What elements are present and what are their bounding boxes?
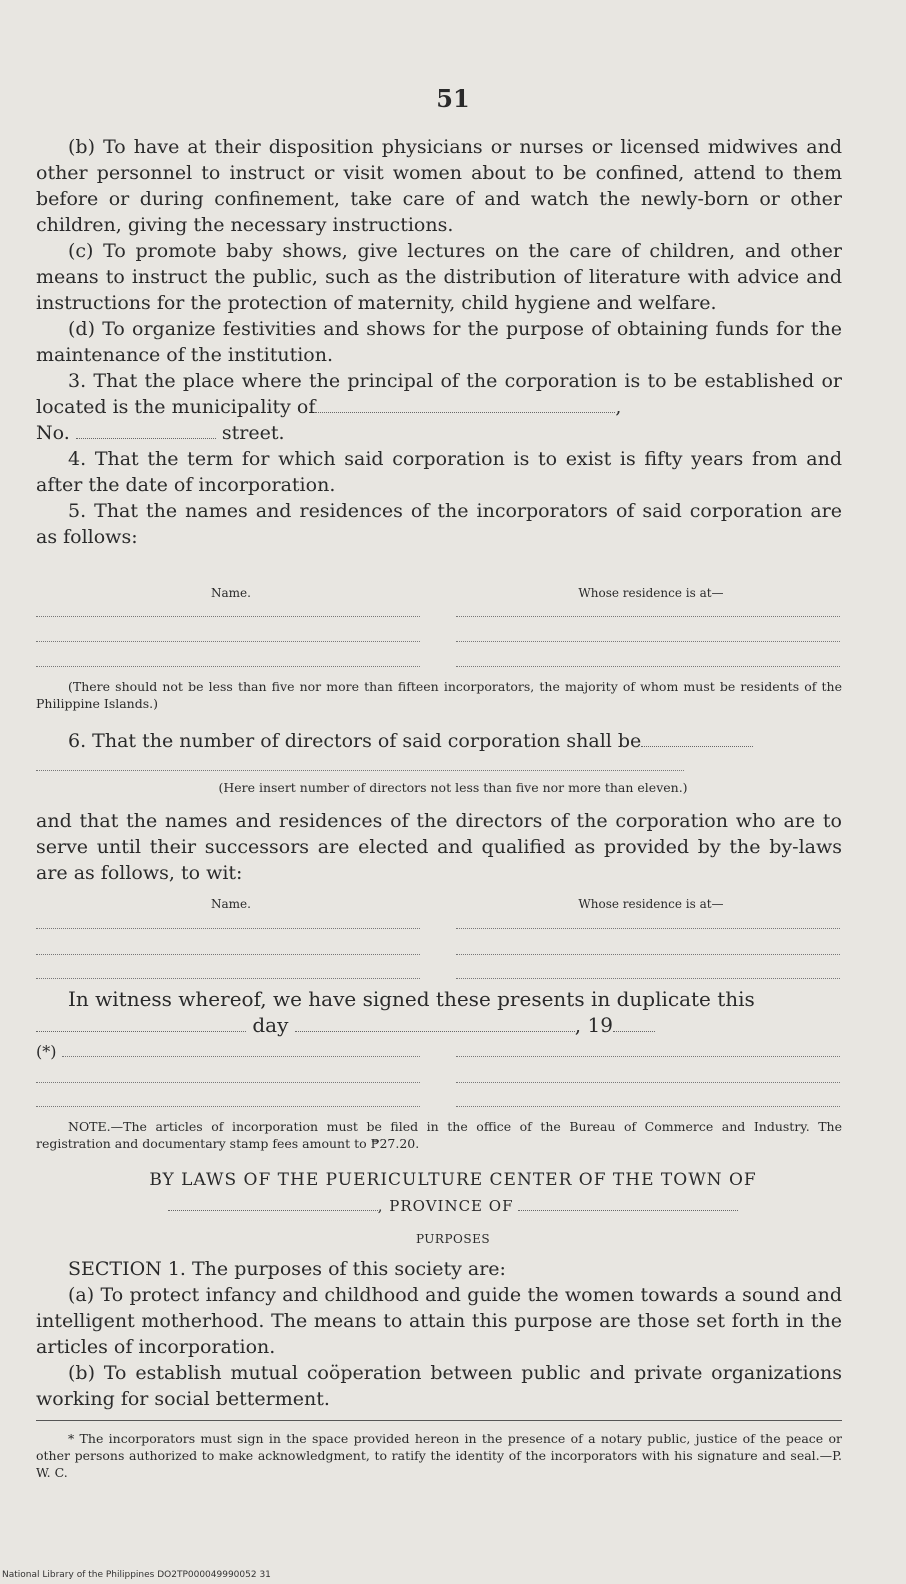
bylaws-text bbox=[36, 1256, 842, 1412]
footnote-rule bbox=[36, 1420, 842, 1421]
month-blank bbox=[295, 1017, 575, 1032]
directors-name-header: Name. bbox=[211, 897, 251, 911]
incorporators-note: (There should not be less than five nor more than fifteen incorporators, the majority of whom must be residents of the Philippine Islands.) bbox=[36, 679, 842, 711]
incorporators-residence-header: Whose residence is at— bbox=[578, 586, 724, 600]
incorporator-residence-line bbox=[456, 641, 840, 642]
main-text bbox=[36, 134, 842, 550]
incorporator-name-line bbox=[36, 616, 420, 617]
signature-line bbox=[36, 1106, 420, 1107]
director-name-line bbox=[36, 978, 420, 979]
director-name-line bbox=[36, 928, 420, 929]
signature-line bbox=[36, 1082, 420, 1083]
paragraph-5: 5. That the names and residences of the incorporators of said corporation are as follows: bbox=[36, 500, 842, 548]
directors-residence-header: Whose residence is at— bbox=[578, 897, 724, 911]
director-residence-line bbox=[456, 928, 840, 929]
town-blank bbox=[168, 1196, 378, 1211]
number-blank bbox=[76, 424, 216, 439]
directors-count-line bbox=[36, 770, 684, 771]
witness-block bbox=[36, 986, 842, 1038]
paragraph-3-street bbox=[36, 420, 842, 446]
section-1: SECTION 1. The purposes of this society are: bbox=[68, 1258, 506, 1280]
incorporator-name-line bbox=[36, 666, 420, 667]
paragraph-4: 4. That the term for which said corporation is to exist is fifty years from and after the date of incorporation. bbox=[36, 448, 842, 496]
paragraph-d: (d) To organize festivities and shows for the purpose of obtaining funds for the maintenance of the institution. bbox=[36, 318, 842, 366]
witness-text: In witness whereof, we have signed these presents in duplicate this bbox=[68, 987, 755, 1011]
municipality-blank bbox=[315, 398, 615, 413]
director-residence-line bbox=[456, 954, 840, 955]
incorporator-name-line bbox=[36, 641, 420, 642]
filing-note: NOTE.—The articles of incorporation must be filed in the office of the Bureau of Commerce and Industry. The registration and documentary stamp fees amount to ₱27.20. bbox=[36, 1119, 842, 1151]
paragraph-6-text: 6. That the number of directors of said corporation shall be bbox=[68, 730, 642, 752]
year-label: , 19 bbox=[574, 1013, 613, 1037]
no-label: No. bbox=[36, 422, 70, 444]
year-blank bbox=[613, 1017, 655, 1032]
paragraph-c: (c) To promote baby shows, give lectures on the care of children, and other means to instruct the public, such as the distribution of literature with advice and instructions for the protection of maternity, child hygiene and welfare. bbox=[36, 240, 842, 314]
directors-count-blank bbox=[641, 732, 753, 747]
signature-line bbox=[62, 1056, 420, 1057]
purposes-heading: PURPOSES bbox=[415, 1232, 491, 1246]
page-number: 51 bbox=[436, 84, 470, 113]
paragraph-b: (b) To have at their disposition physicians or nurses or licensed midwives and other personnel to instruct or visit women about to be confined, attend to them before or during confinement, take care of and watch the newly-born or other children, giving the necessary instructions. bbox=[36, 136, 842, 236]
province-blank bbox=[518, 1196, 738, 1211]
signature-line bbox=[456, 1056, 840, 1057]
paragraph-3-text: 3. That the place where the principal of the corporation is to be established or located is the municipality of bbox=[36, 370, 842, 418]
archive-caption: National Library of the Philippines DO2TP000049990052 31 bbox=[2, 1570, 271, 1580]
footnote: * The incorporators must sign in the space provided hereon in the presence of a notary public, justice of the peace or other persons authorized to make acknowledgment, to ratify the identity of the incorporators with his signature and seal.—P. W. C. bbox=[36, 1431, 842, 1480]
directors-note: (Here insert number of directors not less than five nor more than eleven.) bbox=[218, 780, 688, 795]
province-label: , PROVINCE OF bbox=[377, 1197, 514, 1215]
paragraph-3: 3. That the place where the principal of the corporation is to be established or located is the municipality of , bbox=[36, 370, 842, 418]
bylaws-town-line bbox=[0, 1196, 906, 1215]
director-name-line bbox=[36, 954, 420, 955]
directors-intro-text: and that the names and residences of the directors of the corporation who are to serve until their successors are elected and qualified as provided by the by-laws are as follows, to wit: bbox=[36, 810, 842, 884]
incorporator-residence-line bbox=[456, 616, 840, 617]
day-blank bbox=[36, 1017, 246, 1032]
bylaws-title: BY LAWS OF THE PUERICULTURE CENTER OF THE TOWN OF bbox=[149, 1170, 757, 1190]
day-label: day bbox=[252, 1013, 289, 1037]
street-label: street. bbox=[221, 422, 285, 444]
director-residence-line bbox=[456, 978, 840, 979]
bylaws-b: (b) To establish mutual coöperation between public and private organizations working for social betterment. bbox=[36, 1362, 842, 1410]
paragraph-6 bbox=[36, 728, 842, 754]
directors-intro bbox=[36, 808, 842, 886]
signature-line bbox=[456, 1106, 840, 1107]
bylaws-a: (a) To protect infancy and childhood and guide the women towards a sound and intelligent motherhood. The means to attain this purpose are those set forth in the articles of incorporation. bbox=[36, 1284, 842, 1358]
signature-mark: (*) bbox=[36, 1042, 57, 1061]
incorporator-residence-line bbox=[456, 666, 840, 667]
witness-date-line bbox=[36, 1012, 842, 1038]
incorporators-name-header: Name. bbox=[211, 586, 251, 600]
signature-line bbox=[456, 1082, 840, 1083]
